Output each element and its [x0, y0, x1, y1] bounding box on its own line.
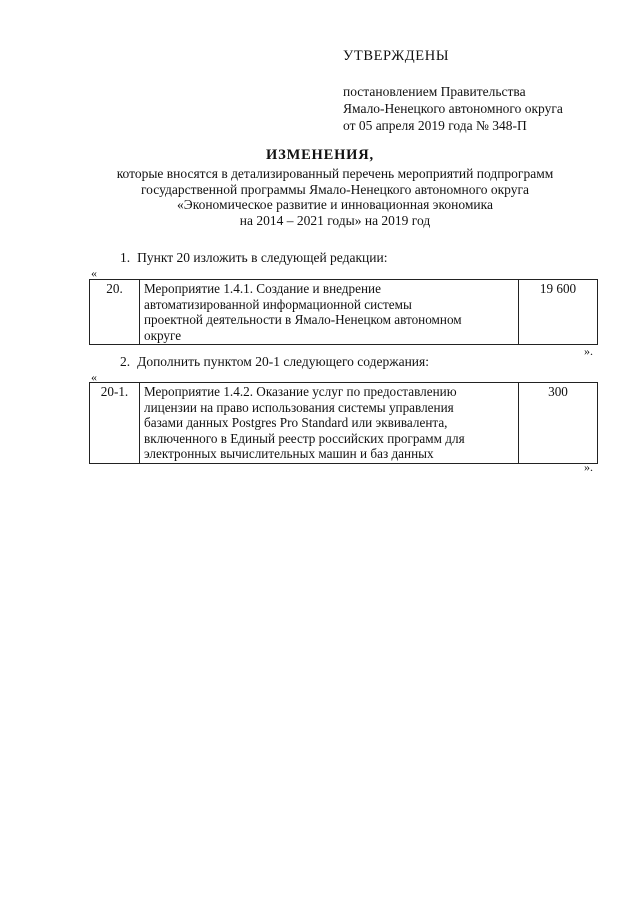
item-1-table	[89, 279, 598, 345]
document-title: ИЗМЕНЕНИЯ,	[266, 147, 374, 163]
item-2-paragraph	[120, 354, 429, 370]
approval-line-2: Ямало-Ненецкого автономного округа	[343, 101, 563, 116]
subtitle-line-2: государственной программы Ямало-Ненецкого автономного округа	[140, 181, 530, 197]
item-2-open-quote: «	[91, 370, 97, 384]
approval-line-3: от 05 апреля 2019 года № 348-П	[343, 118, 527, 133]
item-2-text: Дополнить пунктом 20-1 следующего содержания:	[137, 354, 429, 369]
row-text-line: включенного в Единый реестр российских программ для	[144, 430, 465, 446]
subtitle-line-1: которые вносятся в детализированный перечень мероприятий подпрограмм	[116, 166, 554, 181]
subtitle-line-4: на 2014 – 2021 годы» на 2019 год	[239, 212, 431, 228]
item-2-table	[89, 382, 598, 464]
approval-block	[343, 48, 623, 134]
table-row	[90, 383, 598, 464]
item-1-text: Пункт 20 изложить в следующей редакции:	[137, 250, 388, 265]
row-text-line: Мероприятие 1.4.1. Создание и внедрение	[144, 281, 381, 296]
table-row	[90, 280, 598, 345]
row-number: 20.	[90, 280, 140, 345]
document-subtitle	[60, 166, 610, 228]
approval-heading: УТВЕРЖДЕНЫ	[343, 48, 450, 64]
approval-line-1: постановлением Правительства	[343, 84, 526, 99]
item-1-number: 1.	[120, 250, 131, 265]
row-description	[140, 383, 519, 464]
row-text-line: электронных вычислительных машин и баз данных	[144, 446, 434, 461]
row-description	[140, 280, 519, 345]
row-text-line: базами данных Postgres Pro Standard или эквивалента,	[144, 415, 448, 430]
item-1-close-quote: ».	[584, 344, 593, 358]
item-1-paragraph	[120, 250, 387, 266]
subtitle-line-3: «Экономическое развитие и инновационная экономика	[177, 197, 493, 212]
item-1-open-quote: «	[91, 266, 97, 280]
row-text-line: округе	[144, 327, 182, 343]
row-text-line: проектной деятельности в Ямало-Ненецком автономном	[144, 312, 462, 327]
item-2-close-quote: ».	[584, 460, 593, 474]
row-amount: 19 600	[519, 280, 598, 345]
item-2-number: 2.	[120, 354, 131, 369]
row-text-line: Мероприятие 1.4.2. Оказание услуг по предоставлению	[144, 384, 457, 399]
row-text-line: автоматизированной информационной системы	[144, 296, 412, 312]
row-text-line: лицензии на право использования системы управления	[144, 399, 454, 415]
row-number: 20-1.	[90, 383, 140, 464]
row-amount: 300	[519, 383, 598, 464]
